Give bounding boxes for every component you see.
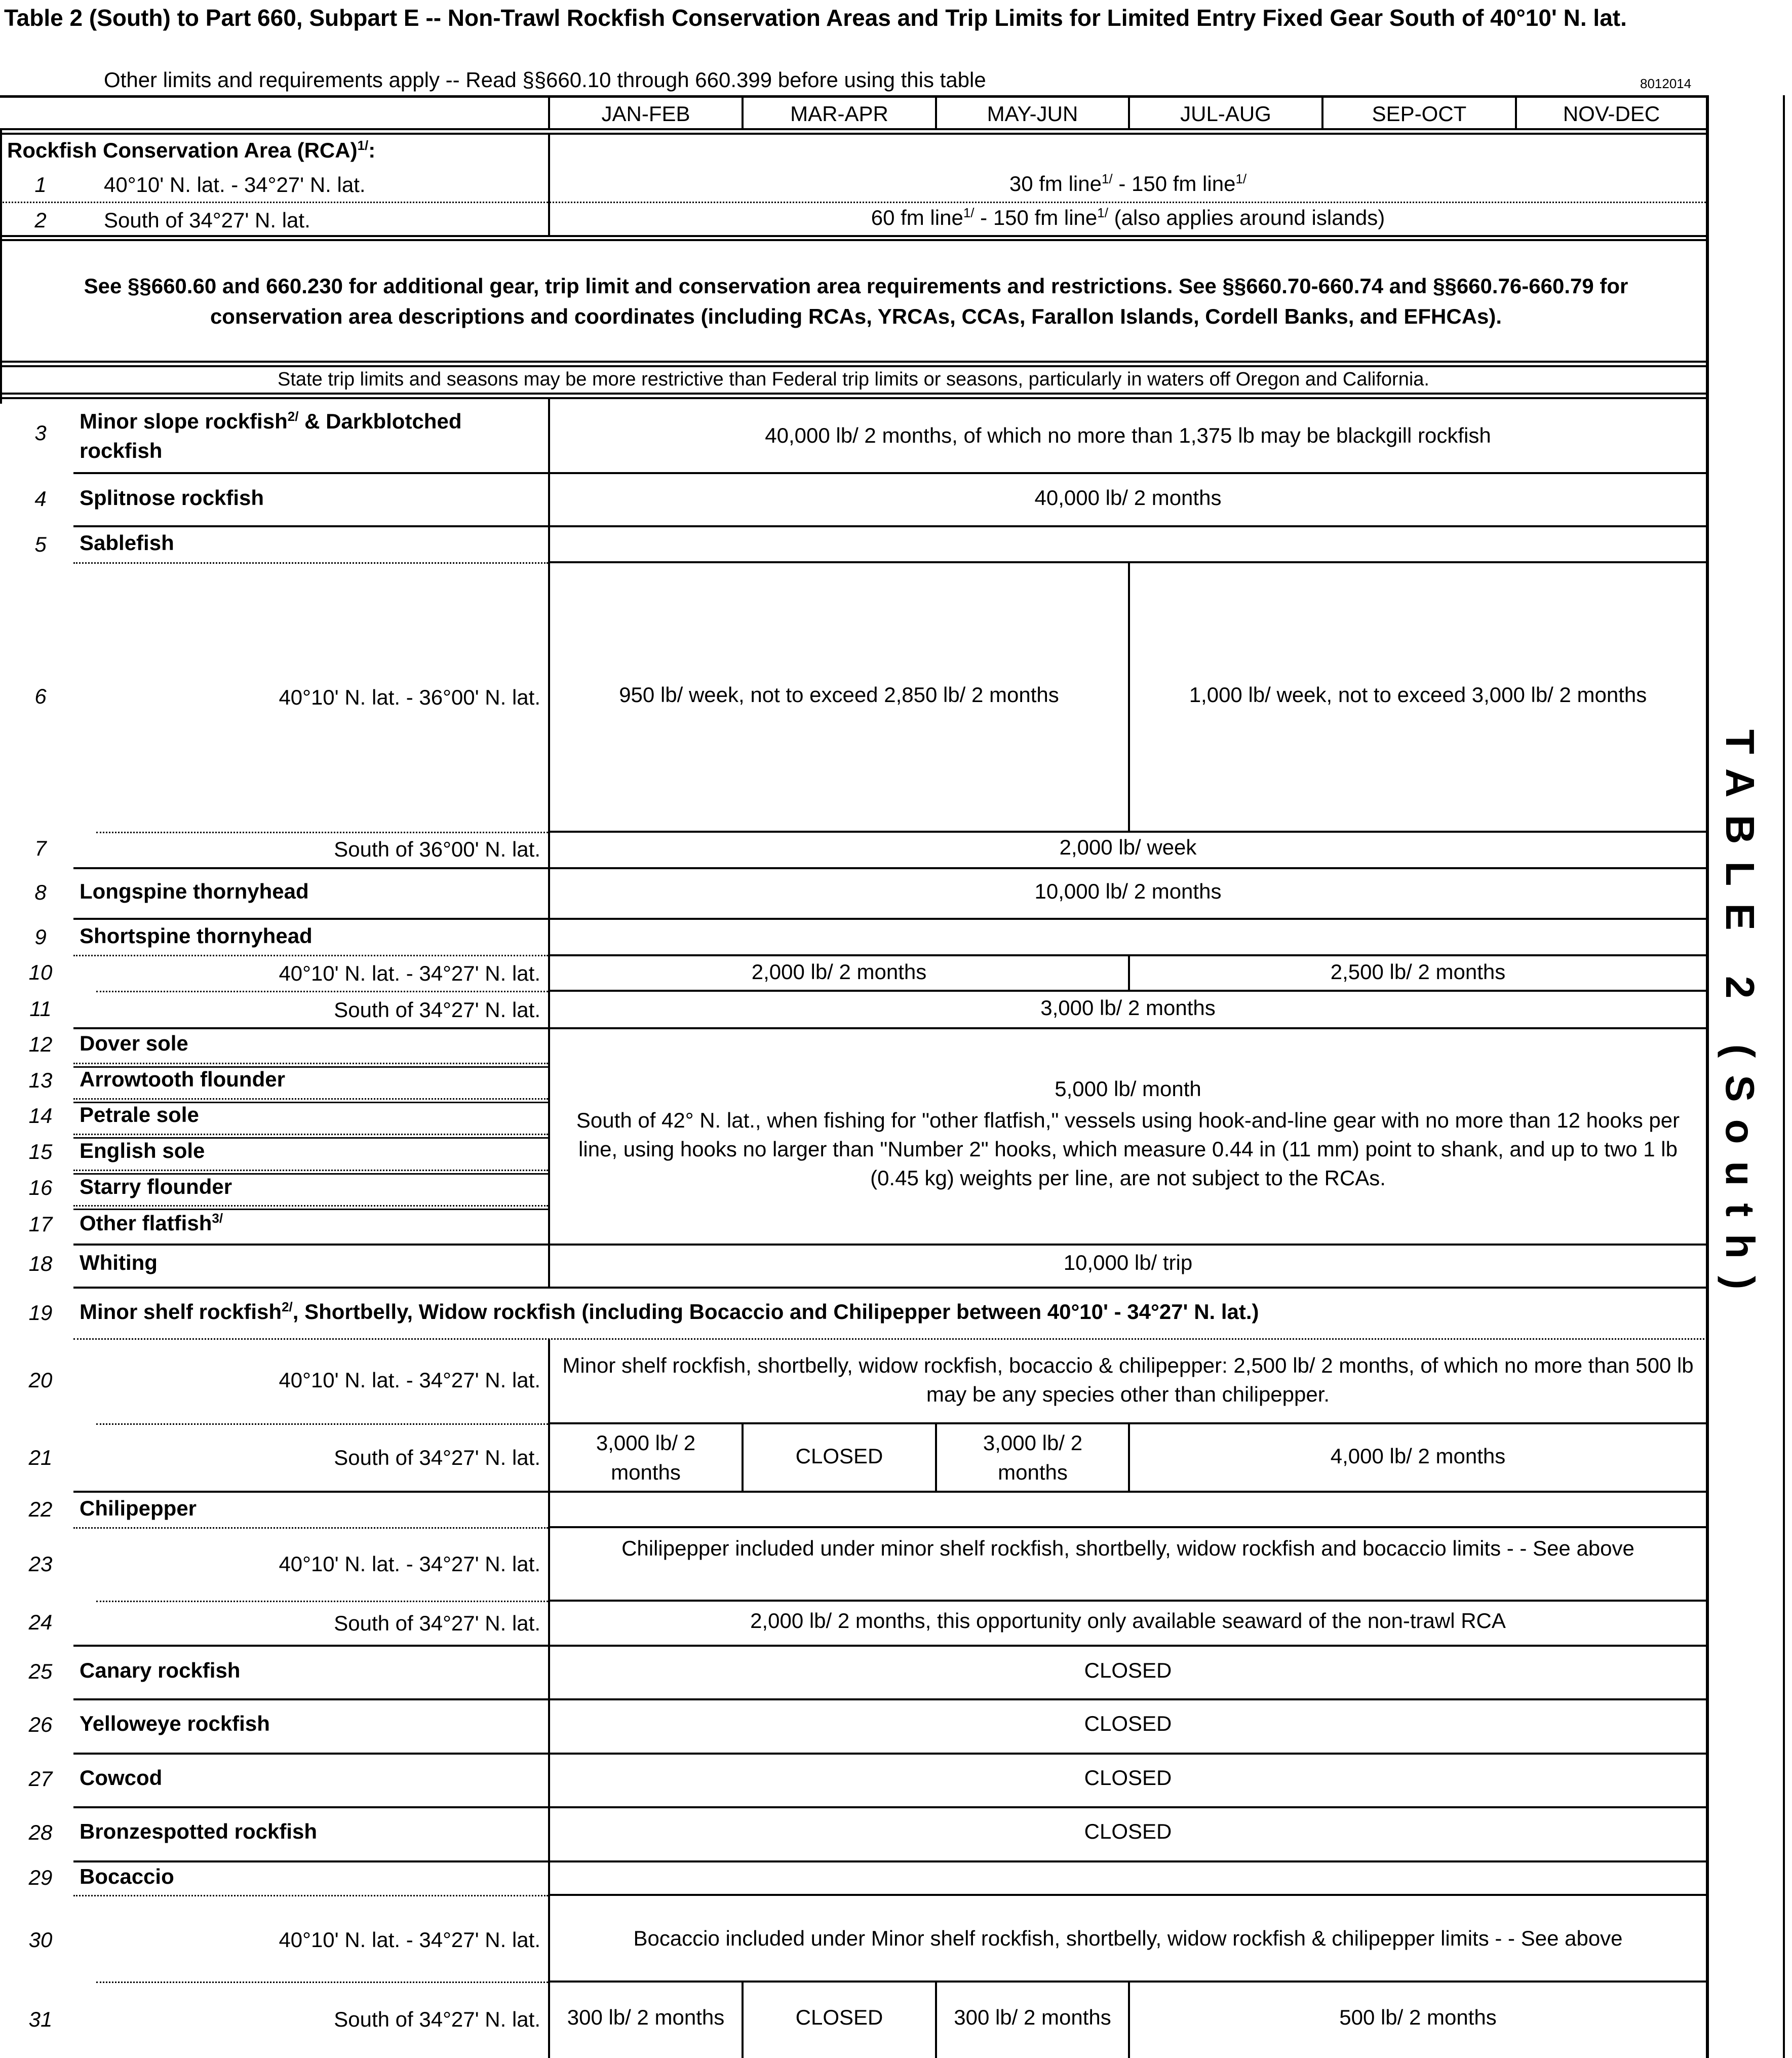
species-label: Canary rockfish [80, 1658, 241, 1682]
row-number: 13 [28, 1068, 53, 1092]
trip-limit-jan-feb: 300 lb/ 2 months [567, 2005, 725, 2029]
row-number: 31 [28, 2007, 53, 2031]
trip-limit-value: 10,000 lb/ trip [1063, 1251, 1193, 1274]
table-subtitle: Other limits and requirements apply -- Read §§660.10 through 660.399 before using this table [104, 68, 986, 92]
trip-limit-jul-dec: 500 lb/ 2 months [1339, 2005, 1497, 2029]
row-number: 12 [28, 1032, 53, 1056]
trip-limit-value: 2,000 lb/ week [1059, 835, 1197, 859]
species-label: Arrowtooth flounder [80, 1067, 285, 1091]
period-header-nov-dec: NOV-DEC [1563, 102, 1660, 126]
row-number: 21 [28, 1446, 53, 1469]
row-number: 8 [34, 880, 47, 904]
species-label: Petrale sole [80, 1103, 199, 1127]
row-number: 23 [28, 1552, 53, 1576]
row-number: 11 [29, 997, 52, 1021]
species-label: Sablefish [80, 531, 174, 555]
area-label: South of 34°27' N. lat. [334, 998, 540, 1022]
flatfish-rca-note: South of 42° N. lat., when fishing for "other flatfish," vessels using hook-and-line gear with no more than 12 hooks per line, using hooks no larger than "Number 2" hooks, which measure 0.44 in (11 mm) point to shank, and up to two 1 lb (0.45 kg) weights per line, are not subject to the RCAs. [576, 1108, 1680, 1190]
rca-value: 60 fm line$^{1/}$ - 150 fm line$^{1/}$ (also applies around islands) [871, 205, 1385, 229]
trip-limit-value: Chilipepper included under minor shelf rockfish, shortbelly, widow rockfish and bocaccio limits - - See above [621, 1536, 1634, 1560]
row-number: 5 [34, 532, 47, 556]
trip-limit-value: 40,000 lb/ 2 months [1034, 486, 1222, 510]
rca-area-label: 40°10' N. lat. - 34°27' N. lat. [104, 173, 366, 197]
area-label: South of 34°27' N. lat. [334, 1446, 540, 1469]
flatfish-trip-limit: 5,000 lb/ month [1055, 1077, 1201, 1101]
trip-limit-value: 40,000 lb/ 2 months, of which no more than 1,375 lb may be blackgill rockfish [765, 423, 1491, 447]
state-limits-notice: State trip limits and seasons may be more restrictive than Federal trip limits or seasons, particularly in waters off Oregon and California. [278, 369, 1429, 390]
trip-limit-value-jan-jun: 950 lb/ week, not to exceed 2,850 lb/ 2 months [619, 683, 1059, 707]
trip-limit-value: CLOSED [1084, 1766, 1172, 1790]
period-header-sep-oct: SEP-OCT [1372, 102, 1467, 126]
row-number: 6 [34, 684, 47, 708]
row-number: 10 [28, 960, 53, 984]
trip-limit-value: CLOSED [1084, 1712, 1172, 1735]
species-label: English sole [80, 1139, 205, 1162]
trip-limit-may-jun: 3,000 lb/ 2 months [983, 1431, 1083, 1484]
species-label: Bronzespotted rockfish [80, 1819, 318, 1843]
document-code: 8012014 [1640, 76, 1692, 91]
row-number: 19 [28, 1301, 53, 1325]
trip-limit-value: Minor shelf rockfish, shortbelly, widow rockfish, bocaccio & chilipepper: 2,500 lb/ 2 months, of which no more than 500 lb may be any species other than chilipepper. [562, 1353, 1694, 1406]
area-label: South of 34°27' N. lat. [334, 1611, 540, 1635]
trip-limit-value-jul-dec: 1,000 lb/ week, not to exceed 3,000 lb/ 2 months [1189, 683, 1647, 707]
page-title: Table 2 (South) to Part 660, Subpart E -- Non-Trawl Rockfish Conservation Areas and Trip Limits for Limited Entry Fixed Gear South of 40°10' N. lat. [4, 5, 1627, 31]
species-label: Bocaccio [80, 1865, 174, 1888]
trip-limit-jul-dec: 4,000 lb/ 2 months [1330, 1444, 1506, 1468]
side-panel-border [1783, 95, 1785, 2058]
period-header-jul-aug: JUL-AUG [1180, 102, 1271, 126]
species-label-other-flatfish: Other flatfish$^{3/}$ [80, 1211, 223, 1235]
trip-limit-value: 3,000 lb/ 2 months [1040, 996, 1216, 1020]
species-label: Whiting [80, 1251, 158, 1274]
species-label: Chilipepper [80, 1496, 197, 1520]
trip-limit-value-jan-jun: 2,000 lb/ 2 months [751, 960, 927, 984]
row-number: 16 [28, 1176, 53, 1199]
area-label: South of 36°00' N. lat. [334, 837, 540, 861]
top-rule [0, 95, 1708, 98]
row-number: 3 [34, 421, 47, 445]
species-label: Yelloweye rockfish [80, 1712, 270, 1735]
rca-value: 30 fm line$^{1/}$ - 150 fm line$^{1/}$ [1009, 171, 1247, 196]
row-number: 30 [28, 1928, 53, 1952]
trip-limit-value: CLOSED [1084, 1658, 1172, 1682]
row-number: 4 [34, 487, 47, 511]
row-number: 14 [28, 1104, 53, 1128]
rca-area-label: South of 34°27' N. lat. [104, 208, 310, 232]
trip-limit-value: CLOSED [1084, 1819, 1172, 1843]
row-number: 24 [28, 1610, 53, 1634]
rca-heading: Rockfish Conservation Area (RCA)$^{1/}$: [7, 138, 376, 162]
row-number: 18 [28, 1252, 53, 1275]
right-border [1706, 95, 1709, 2058]
row-number: 1 [34, 173, 47, 197]
row-number: 22 [28, 1497, 53, 1521]
species-label: Dover sole [80, 1031, 188, 1055]
area-label: 40°10' N. lat. - 34°27' N. lat. [279, 961, 540, 985]
area-label: South of 34°27' N. lat. [334, 2007, 540, 2031]
trip-limit-may-jun: 300 lb/ 2 months [954, 2005, 1111, 2029]
row-number: 28 [28, 1820, 53, 1844]
species-label: Longspine thornyhead [80, 879, 309, 903]
row-number: 26 [28, 1713, 53, 1736]
period-header-mar-apr: MAR-APR [790, 102, 888, 126]
row-number: 7 [34, 836, 47, 860]
row-number: 29 [28, 1866, 53, 1889]
row-number: 25 [28, 1659, 53, 1683]
species-label: Starry flounder [80, 1175, 232, 1198]
row-number: 20 [28, 1368, 53, 1392]
row-number: 27 [28, 1767, 53, 1791]
trip-limit-value: 10,000 lb/ 2 months [1034, 879, 1222, 903]
row-number: 2 [34, 208, 47, 232]
species-label-minor-slope: Minor slope rockfish$^{2/}$ & Darkblotched rockfish [80, 409, 462, 462]
period-header-jan-feb: JAN-FEB [601, 102, 690, 126]
species-group-heading-minor-shelf: Minor shelf rockfish$^{2/}$, Shortbelly, Widow rockfish (including Bocaccio and Chilipepper between 40°10' - 34°27' N. lat.) [80, 1299, 1259, 1324]
trip-limit-mar-apr: CLOSED [795, 2005, 883, 2029]
period-header-may-jun: MAY-JUN [987, 102, 1078, 126]
trip-limit-mar-apr: CLOSED [795, 1444, 883, 1468]
row-number: 9 [34, 925, 47, 949]
area-label: 40°10' N. lat. - 34°27' N. lat. [279, 1552, 540, 1576]
area-label: 40°10' N. lat. - 34°27' N. lat. [279, 1368, 540, 1392]
column-divider [548, 399, 550, 2058]
side-table-label: TABLE 2 (South) [1718, 729, 1763, 1307]
species-label: Cowcod [80, 1766, 163, 1790]
area-label: 40°10' N. lat. - 34°27' N. lat. [279, 1928, 540, 1952]
row-number: 15 [28, 1140, 53, 1163]
species-label: Shortspine thornyhead [80, 924, 313, 948]
trip-limit-value-jul-dec: 2,500 lb/ 2 months [1330, 960, 1506, 984]
area-label: 40°10' N. lat. - 36°00' N. lat. [279, 685, 540, 709]
row-number: 17 [28, 1212, 53, 1236]
species-label: Splitnose rockfish [80, 486, 264, 510]
trip-limit-jan-feb: 3,000 lb/ 2 months [596, 1431, 696, 1484]
regulation-notice: See §§660.60 and 660.230 for additional gear, trip limit and conservation area requirements and restrictions. See §§660.70-660.74 and §§660.76-660.79 for conservation area descriptions and coordinates (including RCAs, YRCAs, CCAs, Farallon Islands, Cordell Banks, and EFHCAs). [84, 274, 1628, 328]
trip-limit-value: Bocaccio included under Minor shelf rockfish, shortbelly, widow rockfish & chilipepper limits - - See above [633, 1926, 1623, 1950]
trip-limit-value: 2,000 lb/ 2 months, this opportunity only available seaward of the non-trawl RCA [750, 1609, 1506, 1633]
